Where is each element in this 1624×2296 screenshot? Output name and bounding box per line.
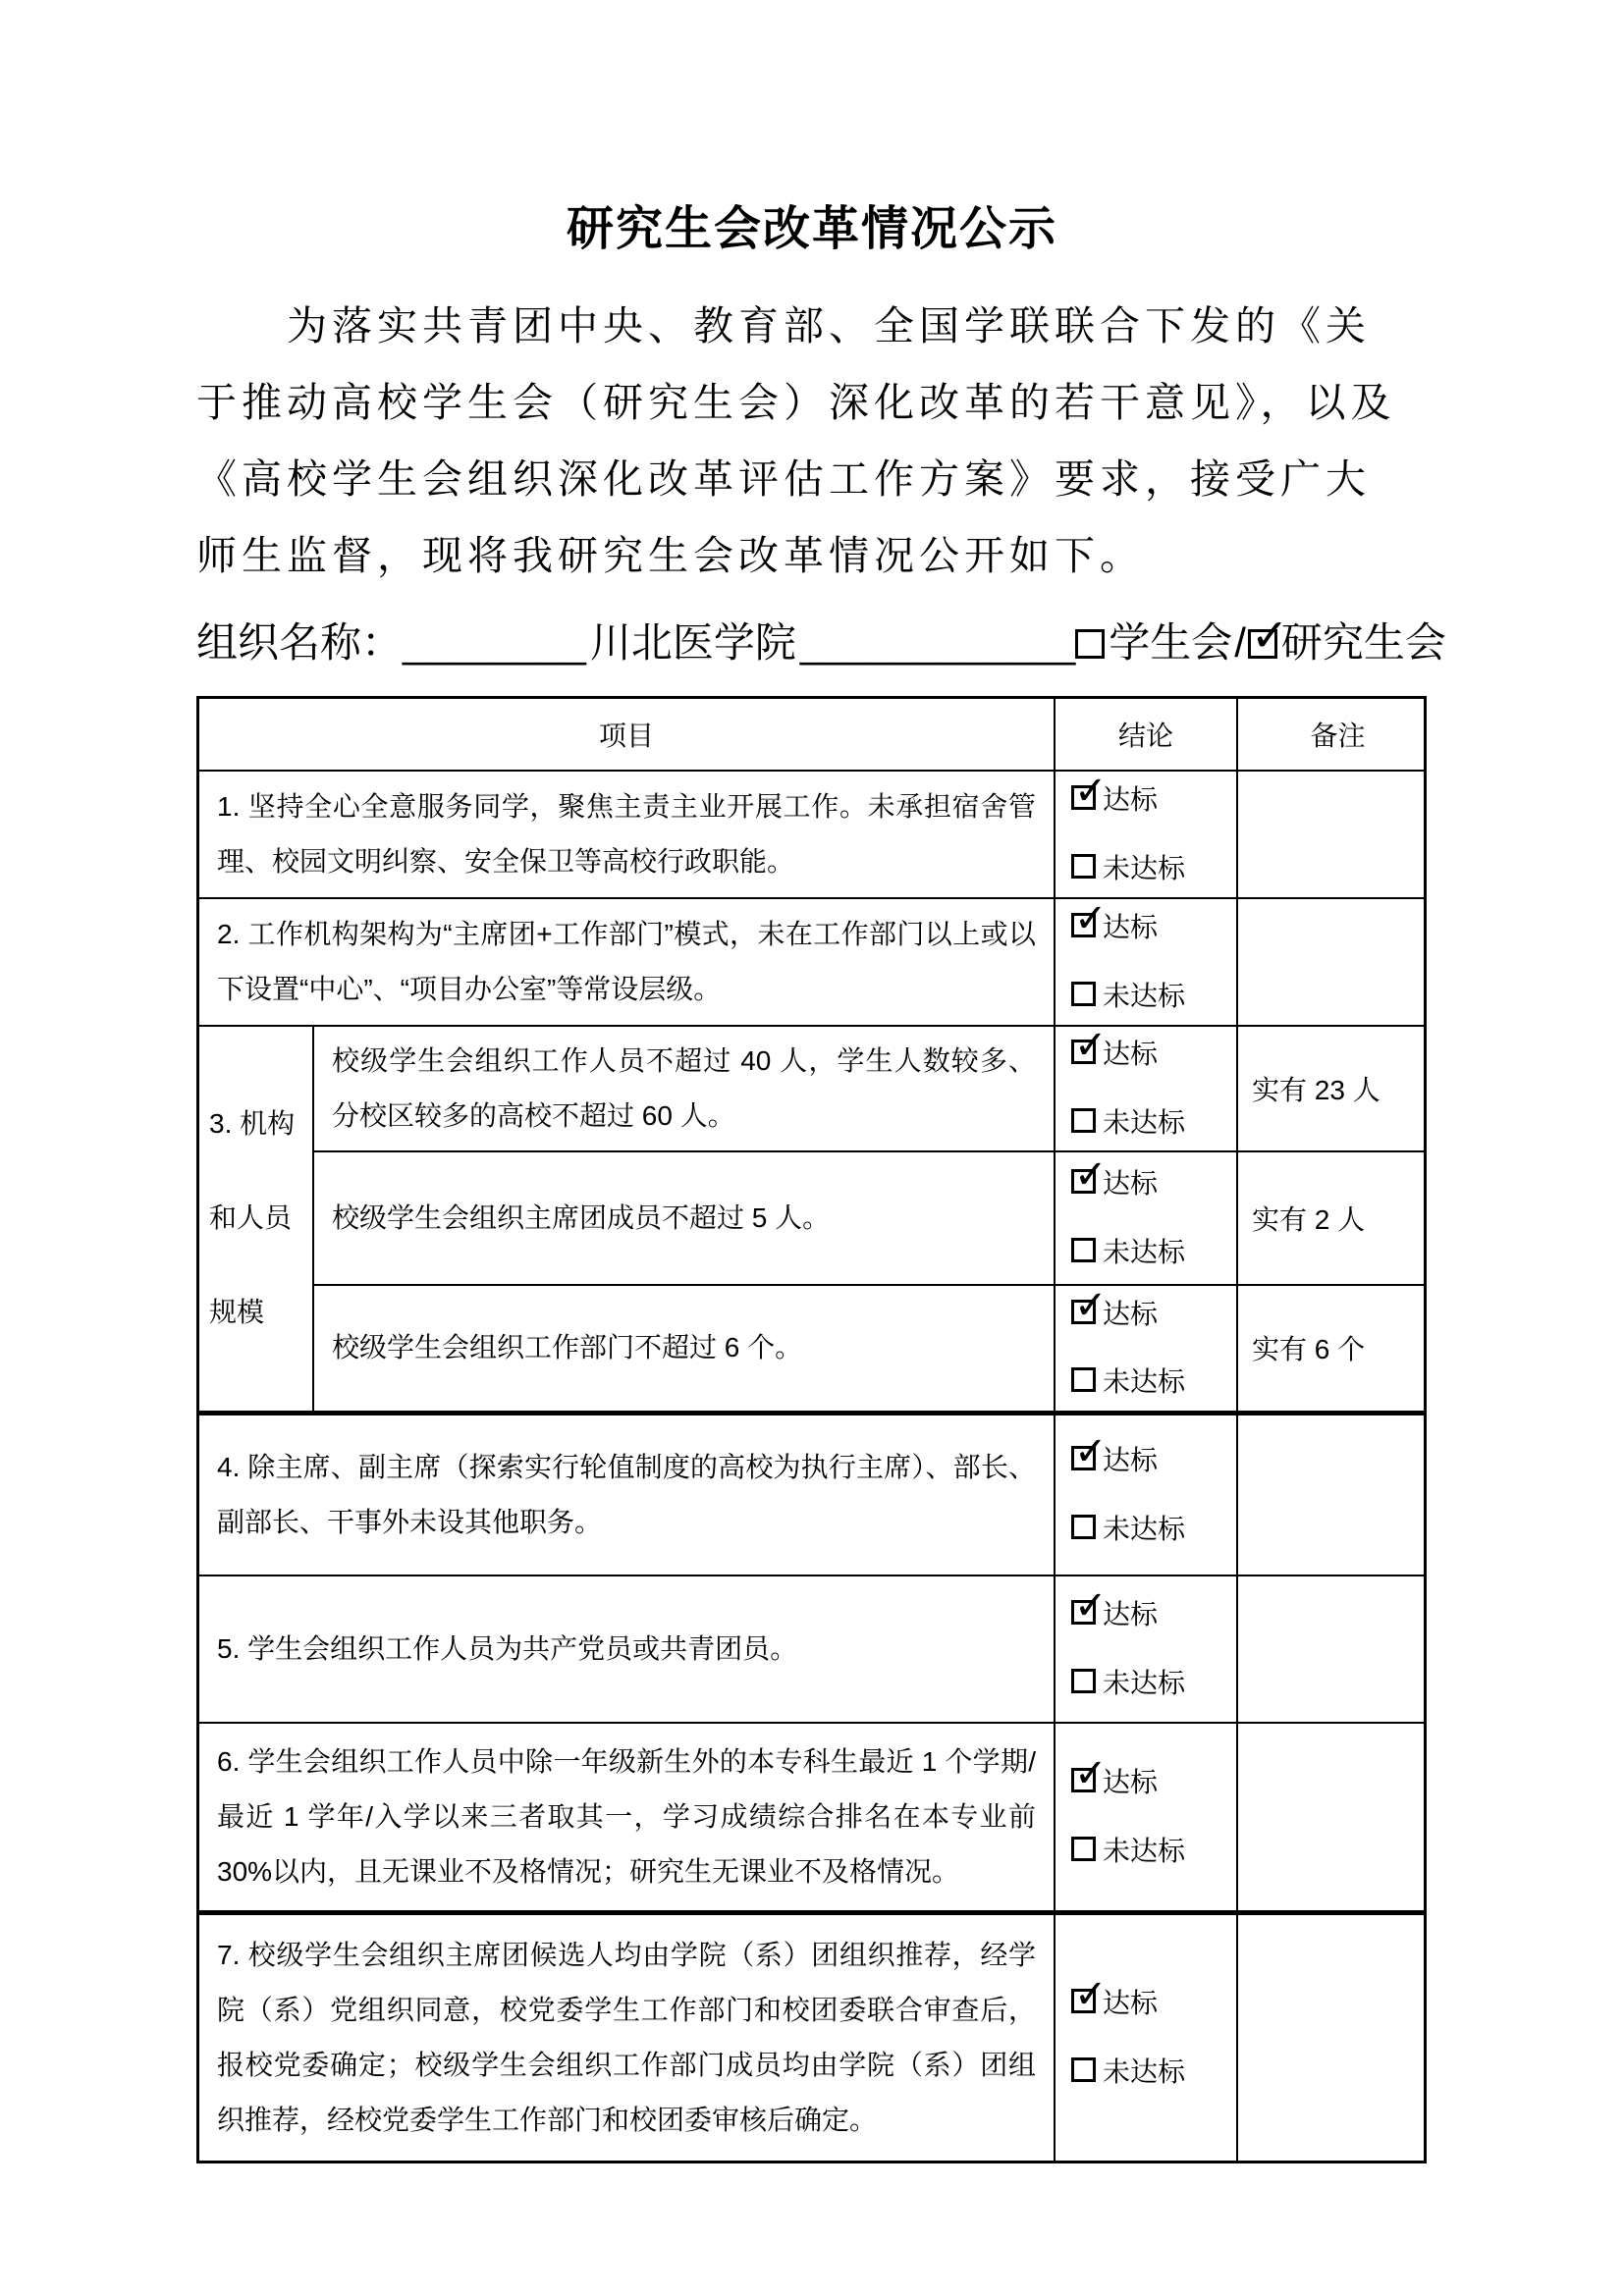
item-text-3b: 校级学生会组织主席团成员不超过 5 人。 bbox=[332, 1201, 831, 1233]
conclusion-cell-6 bbox=[1056, 1724, 1238, 1915]
conclusion-cell-2 bbox=[1056, 899, 1238, 1027]
pass-option bbox=[1071, 911, 1236, 944]
item-text-3a: 校级学生会组织工作人员不超过 40 人，学生人数较多、分校区较多的高校不超过 60 人。 bbox=[332, 1044, 1036, 1131]
pass-label: 达标 bbox=[1103, 1599, 1159, 1629]
conclusion-cell-7 bbox=[1056, 1915, 1238, 2161]
org-name-line bbox=[196, 615, 1446, 670]
remark-cell-3b: 实有 2 人 bbox=[1238, 1152, 1424, 1286]
fail-checkbox[interactable] bbox=[1071, 1837, 1096, 1861]
remark-cell-6 bbox=[1238, 1724, 1424, 1915]
graduate-union-label: 研究生会 bbox=[1280, 618, 1446, 666]
pass-checkbox[interactable] bbox=[1071, 1300, 1096, 1324]
org-name-blank-suffix: ____________ bbox=[799, 618, 1076, 666]
remark-cell-3a: 实有 23 人 bbox=[1238, 1027, 1424, 1152]
item-cell-3b bbox=[314, 1152, 1056, 1286]
fail-option bbox=[1071, 1667, 1236, 1700]
conclusion-cell-5 bbox=[1056, 1576, 1238, 1724]
intro-line-2: 于推动高校学生会（研究生会）深化改革的若干意见》，以及 bbox=[196, 378, 1396, 426]
pass-option bbox=[1071, 783, 1236, 817]
pass-option bbox=[1071, 1167, 1236, 1201]
pass-label: 达标 bbox=[1103, 1168, 1159, 1199]
pass-option bbox=[1071, 1598, 1236, 1631]
intro-line-4: 师生监督，现将我研究生会改革情况公开如下。 bbox=[196, 531, 1145, 579]
fail-checkbox[interactable] bbox=[1071, 1669, 1096, 1693]
item-text-3c: 校级学生会组织工作部门不超过 6 个。 bbox=[332, 1332, 803, 1363]
group-label-line-1: 3. 机构 bbox=[209, 1108, 296, 1140]
remark-cell-2 bbox=[1238, 899, 1424, 1027]
pass-option bbox=[1071, 1444, 1236, 1477]
conclusion-cell-3c bbox=[1056, 1286, 1238, 1415]
item-cell-2 bbox=[199, 899, 1056, 1027]
pass-label: 达标 bbox=[1103, 1445, 1159, 1475]
item-cell-6 bbox=[199, 1724, 1056, 1915]
conclusion-cell-3b bbox=[1056, 1152, 1238, 1286]
pass-option bbox=[1071, 1298, 1236, 1331]
remark-cell-3c: 实有 6 个 bbox=[1238, 1286, 1424, 1415]
fail-checkbox[interactable] bbox=[1071, 854, 1096, 879]
pass-label: 达标 bbox=[1103, 1298, 1159, 1329]
intro-line-3: 《高校学生会组织深化改革评估工作方案》要求，接受广大 bbox=[196, 454, 1371, 503]
item-text-6: 6. 学生会组织工作人员中除一年级新生外的本专科生最近 1 个学期/最近 1 学年/入学以来三者取其一，学习成绩综合排名在本专业前 30%以内，且无课业不及格情况；研究生无课业不及格情况。 bbox=[217, 1745, 1036, 1887]
org-name-value[interactable]: 川北医学院 bbox=[589, 618, 796, 666]
group-label-line-2: 和人员 bbox=[209, 1202, 293, 1234]
pass-checkbox[interactable] bbox=[1071, 1768, 1096, 1792]
page-title: 研究生会改革情况公示 bbox=[566, 203, 1057, 255]
intro-line-1: 为落实共青团中央、教育部、全国学联联合下发的《关 bbox=[287, 301, 1371, 349]
fail-label: 未达标 bbox=[1103, 1667, 1186, 1698]
remark-cell-1 bbox=[1238, 772, 1424, 899]
remark-cell-7 bbox=[1238, 1915, 1424, 2161]
pass-option bbox=[1071, 1987, 1236, 2020]
intro-paragraph bbox=[196, 288, 1428, 594]
fail-checkbox[interactable] bbox=[1071, 2057, 1096, 2082]
fail-option bbox=[1071, 1365, 1236, 1399]
fail-option bbox=[1071, 852, 1236, 885]
pass-label: 达标 bbox=[1103, 784, 1159, 815]
pass-checkbox[interactable] bbox=[1071, 1989, 1096, 2013]
pass-label: 达标 bbox=[1103, 912, 1159, 942]
fail-option bbox=[1071, 1835, 1236, 1868]
student-union-checkbox[interactable] bbox=[1075, 629, 1105, 659]
pass-checkbox[interactable] bbox=[1071, 1169, 1096, 1194]
conclusion-cell-1 bbox=[1056, 772, 1238, 899]
item-cell-3a bbox=[314, 1027, 1056, 1152]
group-label-cell-3 bbox=[199, 1027, 314, 1415]
pass-label: 达标 bbox=[1103, 1039, 1159, 1069]
fail-label: 未达标 bbox=[1103, 1366, 1186, 1398]
item-text-7: 7. 校级学生会组织主席团候选人均由学院（系）团组织推荐，经学院（系）党组织同意，校党委学生工作部门和校团委联合审查后，报校党委确定；校级学生会组织工作部门成员均由学院（系）团组织推荐，经校党委学生工作部门和校团委审核后确定。 bbox=[217, 1939, 1036, 2135]
fail-option bbox=[1071, 1513, 1236, 1546]
fail-checkbox[interactable] bbox=[1071, 1367, 1096, 1392]
fail-checkbox[interactable] bbox=[1071, 1515, 1096, 1539]
item-text-2: 2. 工作机构架构为“主席团+工作部门”模式，未在工作部门以上或以下设置“中心”、“项目办公室”等常设层级。 bbox=[217, 918, 1036, 1004]
group-label-line-3: 规模 bbox=[209, 1297, 265, 1328]
remark-cell-5 bbox=[1238, 1576, 1424, 1724]
item-text-5: 5. 学生会组织工作人员为共产党员或共青团员。 bbox=[217, 1632, 798, 1664]
pass-checkbox[interactable] bbox=[1071, 785, 1096, 810]
fail-checkbox[interactable] bbox=[1071, 1238, 1096, 1262]
conclusion-cell-4 bbox=[1056, 1415, 1238, 1576]
pass-checkbox[interactable] bbox=[1071, 1040, 1096, 1064]
pass-checkbox[interactable] bbox=[1071, 1600, 1096, 1625]
student-union-label: 学生会 bbox=[1109, 618, 1233, 666]
fail-label: 未达标 bbox=[1103, 1106, 1186, 1138]
fail-label: 未达标 bbox=[1103, 1236, 1186, 1267]
org-name-label: 组织名称： bbox=[196, 618, 404, 666]
compliance-table bbox=[196, 696, 1427, 2163]
item-text-4: 4. 除主席、副主席（探索实行轮值制度的高校为执行主席）、部长、副部长、干事外未设其他职务。 bbox=[217, 1451, 1036, 1537]
item-cell-4 bbox=[199, 1415, 1056, 1576]
pass-checkbox[interactable] bbox=[1071, 1446, 1096, 1470]
graduate-union-checkbox[interactable] bbox=[1248, 629, 1277, 659]
item-text-1: 1. 坚持全心全意服务同学，聚焦主责主业开展工作。未承担宿舍管理、校园文明纠察、安全保卫等高校行政职能。 bbox=[217, 790, 1036, 877]
fail-label: 未达标 bbox=[1103, 1513, 1186, 1544]
org-name-blank-prefix: ________ bbox=[403, 618, 586, 666]
pass-label: 达标 bbox=[1103, 1767, 1159, 1797]
item-cell-5 bbox=[199, 1576, 1056, 1724]
pass-option bbox=[1071, 1766, 1236, 1799]
fail-checkbox[interactable] bbox=[1071, 982, 1096, 1006]
fail-checkbox[interactable] bbox=[1071, 1108, 1096, 1133]
conclusion-cell-3a bbox=[1056, 1027, 1238, 1152]
fail-label: 未达标 bbox=[1103, 1835, 1186, 1866]
fail-option bbox=[1071, 980, 1236, 1013]
fail-label: 未达标 bbox=[1103, 980, 1186, 1011]
item-cell-1 bbox=[199, 772, 1056, 899]
header-conclusion: 结论 bbox=[1056, 699, 1238, 772]
pass-option bbox=[1071, 1038, 1236, 1071]
remark-cell-4 bbox=[1238, 1415, 1424, 1576]
fail-option bbox=[1071, 1236, 1236, 1269]
item-cell-3c bbox=[314, 1286, 1056, 1415]
header-remark: 备注 bbox=[1238, 699, 1424, 772]
fail-option bbox=[1071, 2056, 1236, 2089]
pass-checkbox[interactable] bbox=[1071, 913, 1096, 937]
option-separator: / bbox=[1234, 618, 1246, 666]
fail-label: 未达标 bbox=[1103, 2056, 1186, 2087]
header-item: 项目 bbox=[199, 699, 1056, 772]
pass-label: 达标 bbox=[1103, 1988, 1159, 2018]
item-cell-7 bbox=[199, 1915, 1056, 2161]
fail-option bbox=[1071, 1106, 1236, 1140]
fail-label: 未达标 bbox=[1103, 852, 1186, 883]
